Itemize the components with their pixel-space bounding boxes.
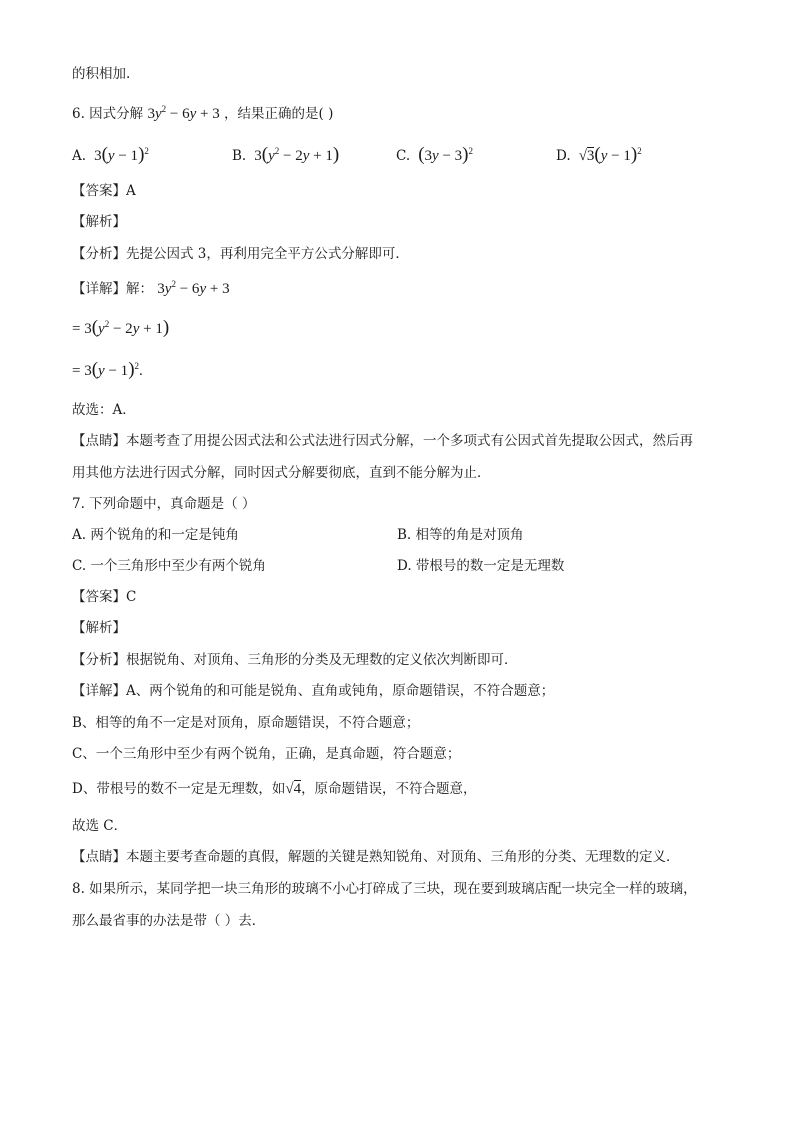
choice-6: 故选：A． [72,402,136,418]
question-8-line2: 那么最省事的办法是带（ ）去． [72,913,266,929]
question-7-stem: 7. 下列命题中，真命题是（ ） [72,496,256,512]
option-6d: D. $√3(y - 1)^2$ [556,144,642,165]
solution-7a: 【详解】A、两个锐角的和可能是锐角、直角或钝角，原命题错误，不符合题意； [72,683,555,699]
option-7b: B. 相等的角是对顶角 [397,527,524,543]
answer-6: 【答案】A [72,183,136,199]
choice-7: 故选 C． [72,818,128,834]
solution-7c: C、一个三角形中至少有两个锐角，正确，是真命题，符合题意； [72,746,461,762]
question-6-stem: 6. 因式分解 $3y^2 - 6y + 3$ ，结果正确的是( ) [72,104,334,122]
comment-6-line1: 【点睛】本题考查了用提公因式法和公式法进行因式分解，一个多项式有公因式首先提取公因式，然后再 [72,433,693,449]
option-7d: D. 带根号的数一定是无理数 [397,558,565,574]
comment-7: 【点睛】本题主要考查命题的真假，解题的关键是熟知锐角、对顶角、三角形的分类、无理数的定义． [72,849,680,865]
analysis-6: 【分析】先提公因式 3，再利用完全平方公式分解即可． [72,246,409,262]
solution-7d: D、带根号的数不一定是无理数，如√4，原命题错误，不符合题意， [72,781,477,797]
option-6a: A. $3(y - 1)^2$ [72,144,149,165]
solution-7b: B、相等的角不一定是对顶角，原命题错误，不符合题意； [72,715,420,731]
analysis-heading-7: 【解析】 [72,620,126,636]
text-line: 的积相加. [72,66,131,82]
solution-6: 【详解】解： $3y^2 - 6y + 3$ [72,279,230,297]
option-6b: B. $3(y^2 - 2y + 1)$ [232,144,340,165]
analysis-7: 【分析】根据锐角、对顶角、三角形的分类及无理数的定义依次判断即可． [72,652,518,668]
math-expression: $3y^2 - 6y + 3$ [147,104,220,122]
comment-6-line2: 用其他方法进行因式分解，同时因式分解要彻底，直到不能分解为止． [72,465,491,481]
option-7c: C. 一个三角形中至少有两个锐角 [72,558,266,574]
question-8-line1: 8. 如果所示，某同学把一块三角形的玻璃不小心打碎成了三块，现在要到玻璃店配一块完全一样的玻璃， [72,881,697,897]
analysis-heading-6: 【解析】 [72,214,126,230]
solution-step: = $3(y^2 - 2y + 1)$ [72,317,170,338]
option-7a: A. 两个锐角的和一定是钝角 [72,527,239,543]
option-6c: C. $(3y - 3)^2$ [396,144,473,165]
solution-step: = $3(y - 1)^2$. [72,359,143,380]
answer-7: 【答案】C [72,589,137,605]
